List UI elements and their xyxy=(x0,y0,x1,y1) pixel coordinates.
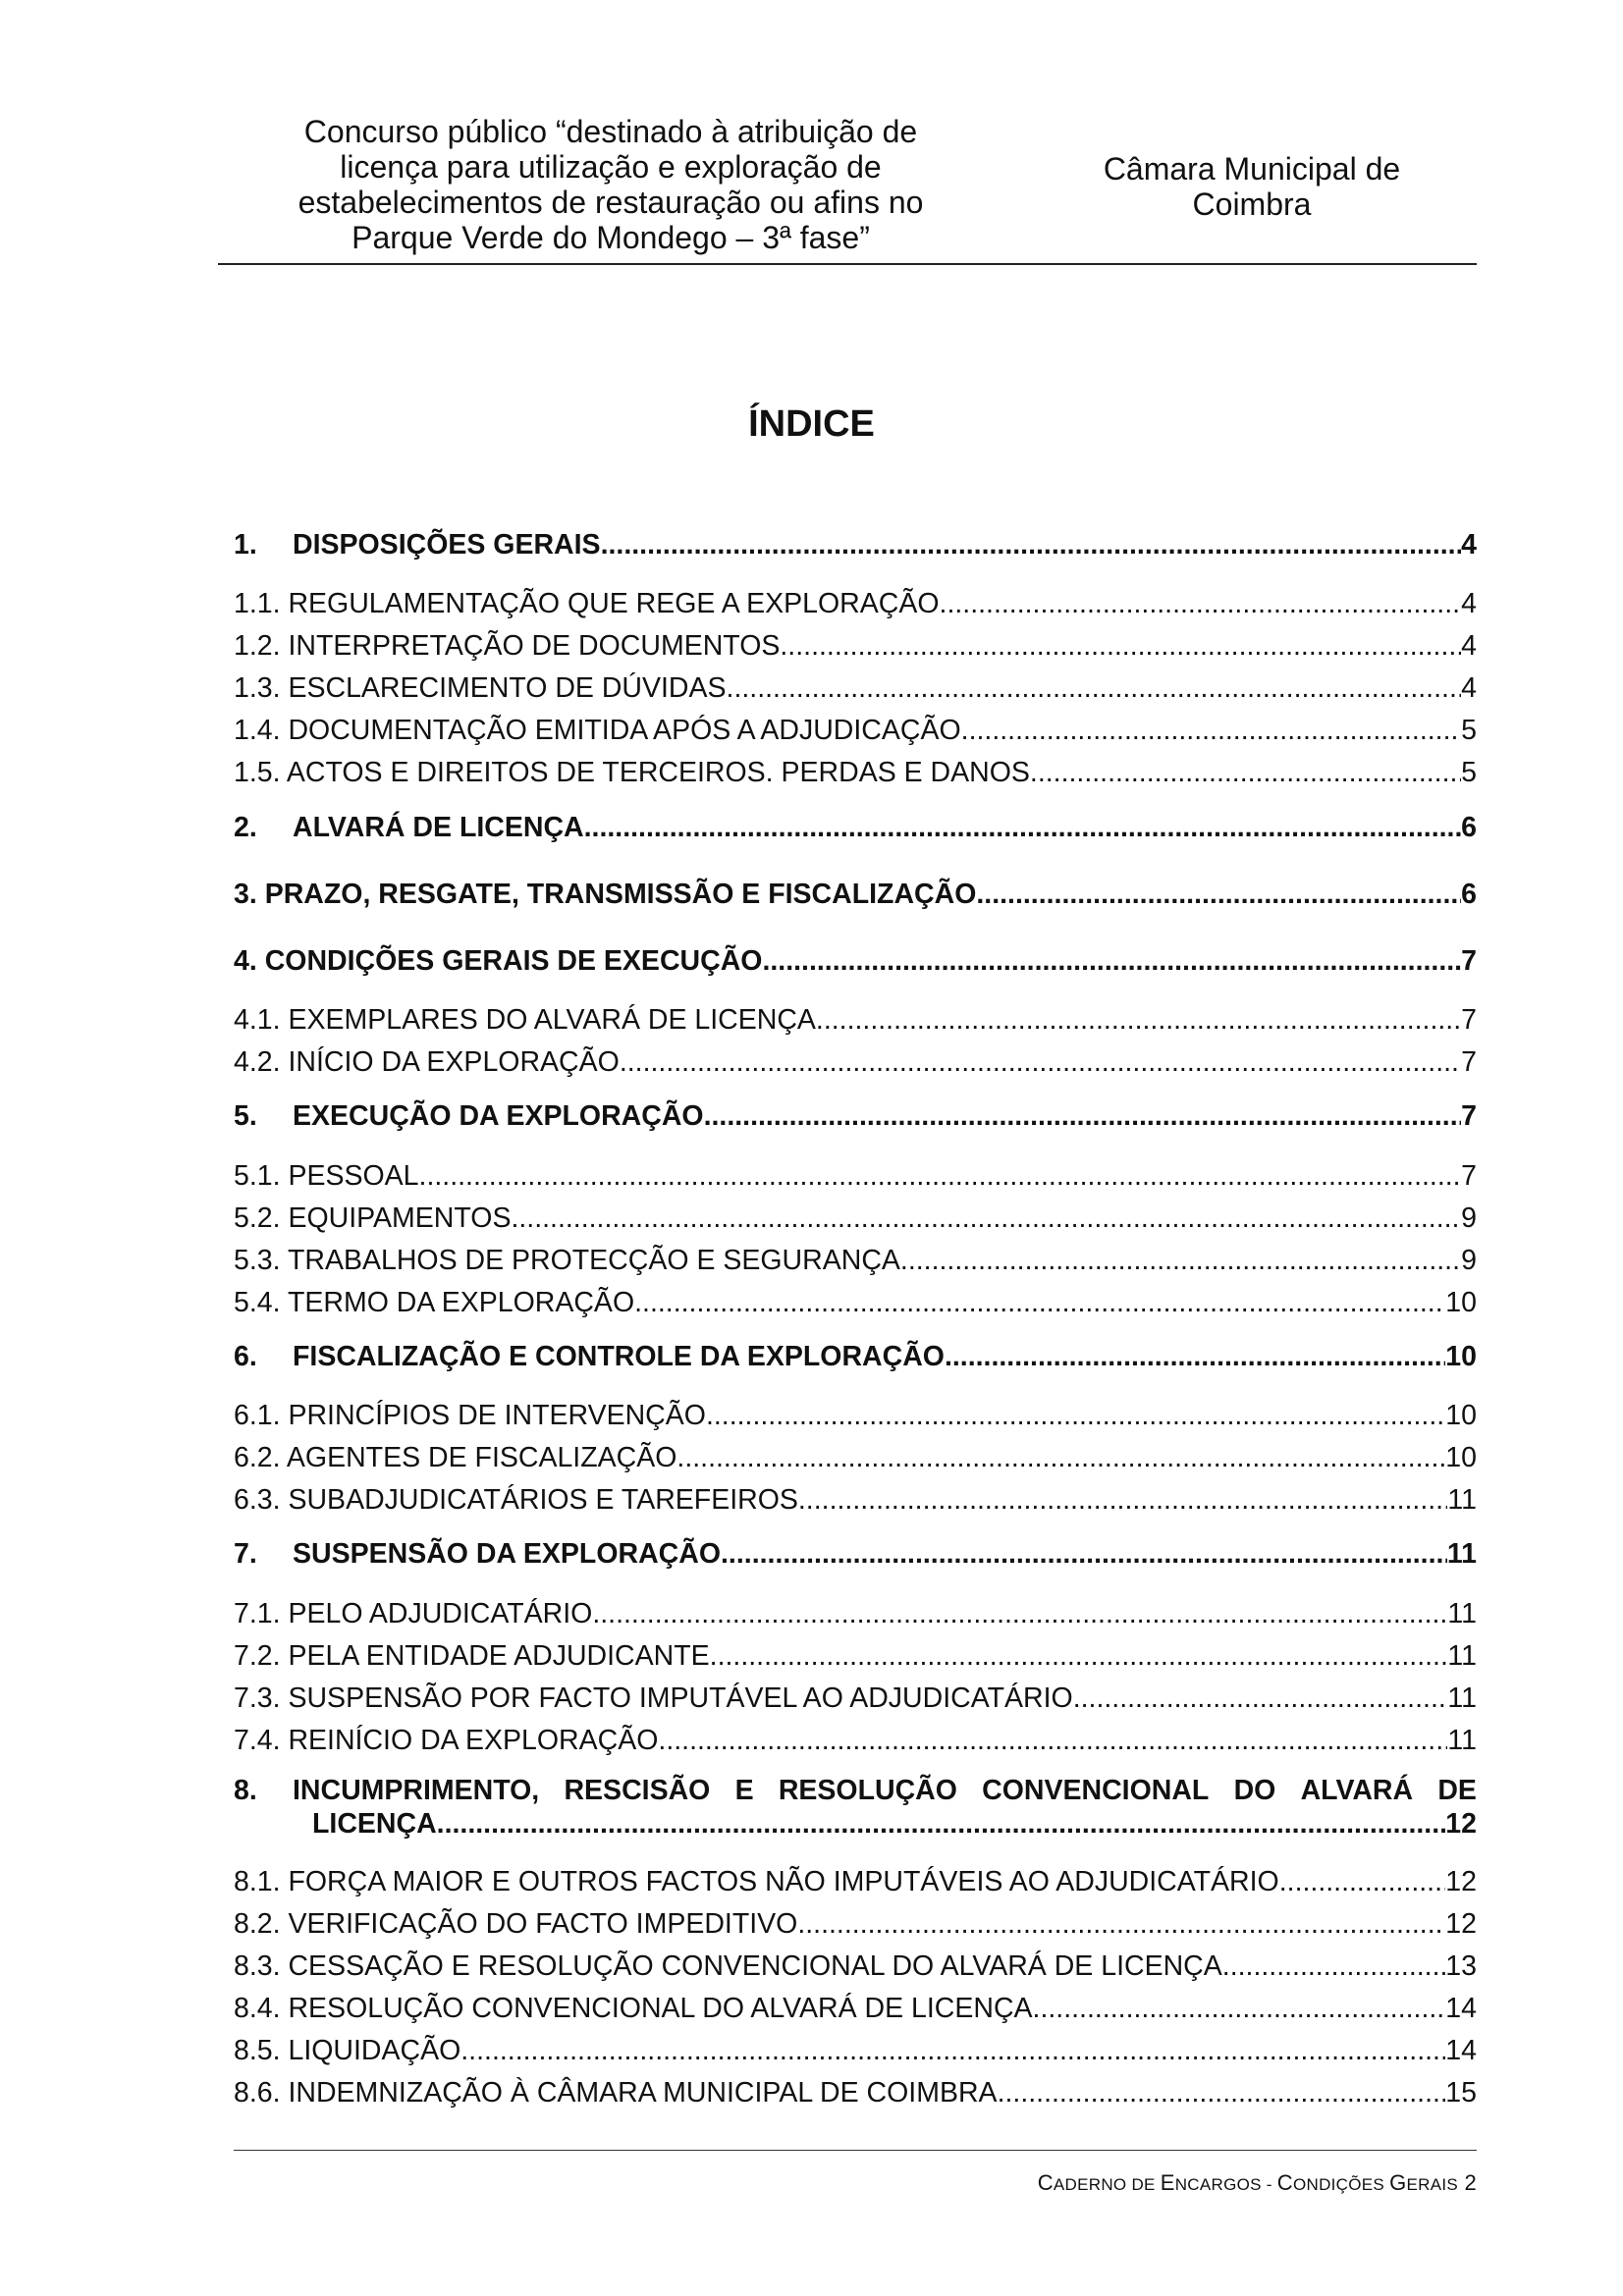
toc-label: FORÇA MAIOR E OUTROS FACTOS NÃO IMPUTÁVEIS AO ADJUDICATÁRIO xyxy=(288,1866,1279,1897)
toc-label: EXECUÇÃO DA EXPLORAÇÃO xyxy=(293,1100,704,1132)
toc-number: 5.3. xyxy=(234,1245,281,1276)
toc-label: REGULAMENTAÇÃO QUE REGE A EXPLORAÇÃO xyxy=(288,588,940,619)
toc-entry[interactable] xyxy=(234,1597,1477,1630)
toc-number: 8.6. xyxy=(234,2077,281,2109)
toc-number: 2. xyxy=(234,812,257,843)
toc-number: 5.2. xyxy=(234,1202,281,1234)
toc-label: REINÍCIO DA EXPLORAÇÃO xyxy=(288,1725,659,1756)
toc-leader-dots xyxy=(1073,1682,1448,1715)
toc-leader-dots xyxy=(798,1483,1448,1517)
toc-number: 6.2. xyxy=(234,1442,281,1473)
toc-number: 7.1. xyxy=(234,1598,281,1629)
footer-text: C xyxy=(1276,2170,1293,2195)
toc-number: 7. xyxy=(234,1538,257,1570)
toc-page-number: 15 xyxy=(1445,2077,1477,2109)
toc-leader-dots xyxy=(584,811,1462,844)
toc-entry[interactable] xyxy=(234,1045,1477,1079)
footer-text: E xyxy=(1160,2170,1175,2195)
toc-leader-dots xyxy=(710,1639,1448,1673)
toc-leader-dots xyxy=(419,1159,1462,1193)
toc-leader-dots xyxy=(945,1340,1445,1373)
toc-number: 5. xyxy=(234,1100,257,1132)
toc-number: 7.3. xyxy=(234,1682,281,1714)
toc-number: 6. xyxy=(234,1341,257,1372)
toc-leader-dots xyxy=(1033,1992,1446,2025)
toc-leader-dots xyxy=(511,1201,1461,1235)
toc-number: 4.1. xyxy=(234,1004,281,1036)
toc-label-word: INCUMPRIMENTO, xyxy=(293,1775,540,1806)
toc-page-number: 7 xyxy=(1461,945,1477,977)
toc-label: PRAZO, RESGATE, TRANSMISSÃO E FISCALIZAÇÃO xyxy=(264,879,977,910)
toc-label-word: DE xyxy=(1437,1775,1477,1806)
toc-page-number: 9 xyxy=(1461,1202,1477,1234)
toc-leader-dots xyxy=(727,671,1462,705)
toc-label: PELO ADJUDICATÁRIO xyxy=(288,1598,593,1629)
toc-entry[interactable] xyxy=(234,1286,1477,1319)
toc-label: PRINCÍPIOS DE INTERVENÇÃO xyxy=(288,1400,706,1431)
toc-page-number: 13 xyxy=(1445,1950,1477,1982)
toc-page-number: 14 xyxy=(1445,2035,1477,2066)
toc-label: INTERPRETAÇÃO DE DOCUMENTOS xyxy=(288,630,781,662)
toc-entry[interactable] xyxy=(234,1003,1477,1037)
toc-entry[interactable] xyxy=(234,878,1477,911)
toc-page-number: 10 xyxy=(1445,1400,1477,1431)
toc-label: AGENTES DE FISCALIZAÇÃO xyxy=(286,1442,677,1473)
organization-name-line: Coimbra xyxy=(1192,187,1312,222)
footer-text: C xyxy=(1037,2170,1054,2195)
toc-label: FISCALIZAÇÃO E CONTROLE DA EXPLORAÇÃO xyxy=(293,1341,945,1372)
toc-label: ACTOS E DIREITOS DE TERCEIROS. PERDAS E DANOS xyxy=(286,757,1030,788)
toc-entry[interactable] xyxy=(234,2076,1477,2109)
toc-page-number: 11 xyxy=(1447,1725,1477,1756)
toc-page-number: 7 xyxy=(1461,1160,1477,1192)
toc-page-number: 9 xyxy=(1461,1245,1477,1276)
toc-label: INÍCIO DA EXPLORAÇÃO xyxy=(288,1046,620,1078)
contest-title xyxy=(218,114,1003,255)
contest-title-line: Parque Verde do Mondego – 3ª fase” xyxy=(352,220,870,255)
toc-entry[interactable] xyxy=(234,1244,1477,1277)
toc-number: 6.1. xyxy=(234,1400,281,1431)
toc-label: PESSOAL xyxy=(288,1160,419,1192)
toc-entry[interactable] xyxy=(234,1774,1477,1841)
toc-entry[interactable] xyxy=(234,756,1477,789)
toc-entry[interactable] xyxy=(234,1992,1477,2025)
toc-leader-dots xyxy=(998,2076,1446,2109)
toc-leader-dots xyxy=(620,1045,1461,1079)
toc-page-number: 7 xyxy=(1461,1100,1477,1132)
toc-number: 1. xyxy=(234,529,257,561)
toc-leader-dots xyxy=(460,2034,1445,2067)
toc-entry[interactable] xyxy=(234,587,1477,620)
toc-entry[interactable] xyxy=(234,811,1477,844)
toc-label: INDEMNIZAÇÃO À CÂMARA MUNICIPAL DE COIMBRA xyxy=(288,2077,998,2109)
toc-label: PELA ENTIDADE ADJUDICANTE xyxy=(288,1640,710,1672)
toc-label: SUSPENSÃO POR FACTO IMPUTÁVEL AO ADJUDICATÁRIO xyxy=(288,1682,1073,1714)
toc-label: ALVARÁ DE LICENÇA xyxy=(293,812,584,843)
footer-text: NCARGOS - xyxy=(1174,2175,1277,2194)
toc-entry[interactable] xyxy=(234,1483,1477,1517)
toc-label: TRABALHOS DE PROTECÇÃO E SEGURANÇA xyxy=(287,1245,900,1276)
toc-entry[interactable] xyxy=(234,1340,1477,1373)
toc-leader-dots xyxy=(1222,1949,1446,1983)
toc-number: 4.2. xyxy=(234,1046,281,1078)
toc-page-number: 11 xyxy=(1447,1640,1477,1672)
organization-name xyxy=(1023,151,1481,222)
toc-page-number: 12 xyxy=(1445,1808,1477,1840)
footer-text: ERAIS xyxy=(1406,2175,1459,2194)
toc-label-word: ALVARÁ xyxy=(1300,1775,1414,1806)
toc-label: RESOLUÇÃO CONVENCIONAL DO ALVARÁ DE LICENÇA xyxy=(288,1993,1033,2024)
toc-leader-dots xyxy=(780,629,1461,663)
toc-entry[interactable] xyxy=(234,1537,1477,1571)
page-title: ÍNDICE xyxy=(748,403,875,445)
toc-page-number: 4 xyxy=(1461,630,1477,662)
toc-number: 6.3. xyxy=(234,1484,281,1516)
toc-label-word: RESOLUÇÃO xyxy=(778,1775,957,1806)
footer-divider xyxy=(234,2150,1477,2151)
organization-name-line: Câmara Municipal de xyxy=(1103,151,1401,187)
toc-page-number: 7 xyxy=(1461,1004,1477,1036)
toc-entry[interactable] xyxy=(234,671,1477,705)
toc-label: SUSPENSÃO DA EXPLORAÇÃO xyxy=(293,1538,722,1570)
toc-leader-dots xyxy=(592,1597,1447,1630)
toc-label-word: RESCISÃO xyxy=(564,1775,711,1806)
toc-page-number: 6 xyxy=(1461,812,1477,843)
toc-page-number: 12 xyxy=(1445,1908,1477,1940)
toc-entry[interactable] xyxy=(234,1682,1477,1715)
toc-label: TERMO DA EXPLORAÇÃO xyxy=(287,1287,635,1318)
toc-leader-dots xyxy=(797,1907,1445,1941)
toc-page-number: 14 xyxy=(1445,1993,1477,2024)
toc-leader-dots xyxy=(762,944,1461,978)
toc-leader-dots xyxy=(601,528,1462,561)
toc-entry[interactable] xyxy=(234,1399,1477,1432)
toc-leader-dots xyxy=(1030,756,1461,789)
toc-label: EQUIPAMENTOS xyxy=(288,1202,512,1234)
toc-page-number: 12 xyxy=(1445,1866,1477,1897)
toc-page-number: 6 xyxy=(1461,879,1477,910)
toc-page-number: 4 xyxy=(1461,588,1477,619)
toc-entry[interactable] xyxy=(234,1441,1477,1474)
toc-entry[interactable] xyxy=(234,629,1477,663)
toc-page-number: 10 xyxy=(1445,1287,1477,1318)
toc-leader-dots xyxy=(704,1099,1462,1133)
toc-leader-dots xyxy=(721,1537,1447,1571)
toc-label: LIQUIDAÇÃO xyxy=(288,2035,461,2066)
toc-number: 1.2. xyxy=(234,630,281,662)
toc-page-number: 5 xyxy=(1461,757,1477,788)
toc-leader-dots xyxy=(816,1003,1461,1037)
toc-number: 7.2. xyxy=(234,1640,281,1672)
toc-entry[interactable] xyxy=(234,1907,1477,1941)
toc-page-number: 11 xyxy=(1447,1484,1477,1516)
toc-leader-dots xyxy=(706,1399,1445,1432)
toc-number: 5.1. xyxy=(234,1160,281,1192)
contest-title-line: licença para utilização e exploração de xyxy=(340,149,882,185)
toc-entry[interactable] xyxy=(234,1201,1477,1235)
footer-text: G xyxy=(1389,2170,1407,2195)
toc-number: 1.4. xyxy=(234,715,281,746)
toc-page-number: 10 xyxy=(1445,1341,1477,1372)
contest-title-line: estabelecimentos de restauração ou afins no xyxy=(298,185,924,220)
toc-entry[interactable] xyxy=(234,1639,1477,1673)
page-footer xyxy=(1038,2169,1477,2199)
toc-label: CONDIÇÕES GERAIS DE EXECUÇÃO xyxy=(264,945,763,977)
toc-entry[interactable] xyxy=(234,1099,1477,1133)
toc-number: 1.3. xyxy=(234,672,281,704)
toc-leader-dots xyxy=(961,714,1461,747)
page-header xyxy=(218,110,1477,265)
toc-page-number: 11 xyxy=(1447,1682,1477,1714)
toc-label: VERIFICAÇÃO DO FACTO IMPEDITIVO xyxy=(288,1908,798,1940)
toc-label: DOCUMENTAÇÃO EMITIDA APÓS A ADJUDICAÇÃO xyxy=(288,715,961,746)
toc-label xyxy=(293,1774,1477,1807)
toc-label-word: CONVENCIONAL xyxy=(982,1775,1210,1806)
toc-label: DISPOSIÇÕES GERAIS xyxy=(293,529,601,561)
toc-entry[interactable] xyxy=(234,1949,1477,1983)
toc-label-continuation: LICENÇA xyxy=(312,1808,437,1840)
contest-title-line: Concurso público “destinado à atribuição de xyxy=(303,114,918,149)
toc-number: 4. xyxy=(234,945,257,977)
toc-leader-dots xyxy=(437,1807,1446,1841)
toc-leader-dots xyxy=(634,1286,1445,1319)
toc-label-word: E xyxy=(734,1775,754,1806)
toc-number: 7.4. xyxy=(234,1725,281,1756)
toc-number: 8.4. xyxy=(234,1993,281,2024)
toc-entry[interactable] xyxy=(234,1159,1477,1193)
toc-number: 8.2. xyxy=(234,1908,281,1940)
toc-page-number: 4 xyxy=(1461,672,1477,704)
toc-label: EXEMPLARES DO ALVARÁ DE LICENÇA xyxy=(288,1004,816,1036)
toc-leader-dots xyxy=(976,878,1461,911)
toc-leader-dots xyxy=(676,1441,1445,1474)
toc-number: 1.1. xyxy=(234,588,281,619)
toc-number: 8. xyxy=(234,1775,257,1806)
toc-number: 3. xyxy=(234,879,257,910)
toc-leader-dots xyxy=(1279,1865,1446,1898)
toc-entry[interactable] xyxy=(234,528,1477,561)
toc-page-number: 7 xyxy=(1461,1046,1477,1078)
toc-leader-dots xyxy=(900,1244,1461,1277)
toc-entry[interactable] xyxy=(234,944,1477,978)
toc-number: 5.4. xyxy=(234,1287,281,1318)
toc-leader-dots xyxy=(940,587,1462,620)
toc-label: CESSAÇÃO E RESOLUÇÃO CONVENCIONAL DO ALVARÁ DE LICENÇA xyxy=(288,1950,1222,1982)
toc-page-number: 4 xyxy=(1461,529,1477,561)
toc-label: SUBADJUDICATÁRIOS E TAREFEIROS xyxy=(288,1484,798,1516)
footer-text: ADERNO DE xyxy=(1053,2175,1161,2194)
toc-number: 8.3. xyxy=(234,1950,281,1982)
toc-number: 1.5. xyxy=(234,757,281,788)
toc-page-number: 10 xyxy=(1445,1442,1477,1473)
toc-entry[interactable] xyxy=(234,2034,1477,2067)
toc-number: 8.1. xyxy=(234,1866,281,1897)
toc-entry[interactable] xyxy=(234,714,1477,747)
toc-label-word: DO xyxy=(1233,1775,1276,1806)
toc-label: ESCLARECIMENTO DE DÚVIDAS xyxy=(288,672,727,704)
footer-page-number: 2 xyxy=(1464,2170,1477,2195)
toc-page-number: 5 xyxy=(1461,715,1477,746)
toc-entry[interactable] xyxy=(234,1865,1477,1898)
toc-leader-dots xyxy=(658,1724,1447,1757)
toc-entry[interactable] xyxy=(234,1724,1477,1757)
toc-page-number: 11 xyxy=(1447,1598,1477,1629)
footer-text: ONDIÇÕES xyxy=(1292,2175,1390,2194)
toc-number: 8.5. xyxy=(234,2035,281,2066)
toc-page-number: 11 xyxy=(1446,1538,1477,1570)
